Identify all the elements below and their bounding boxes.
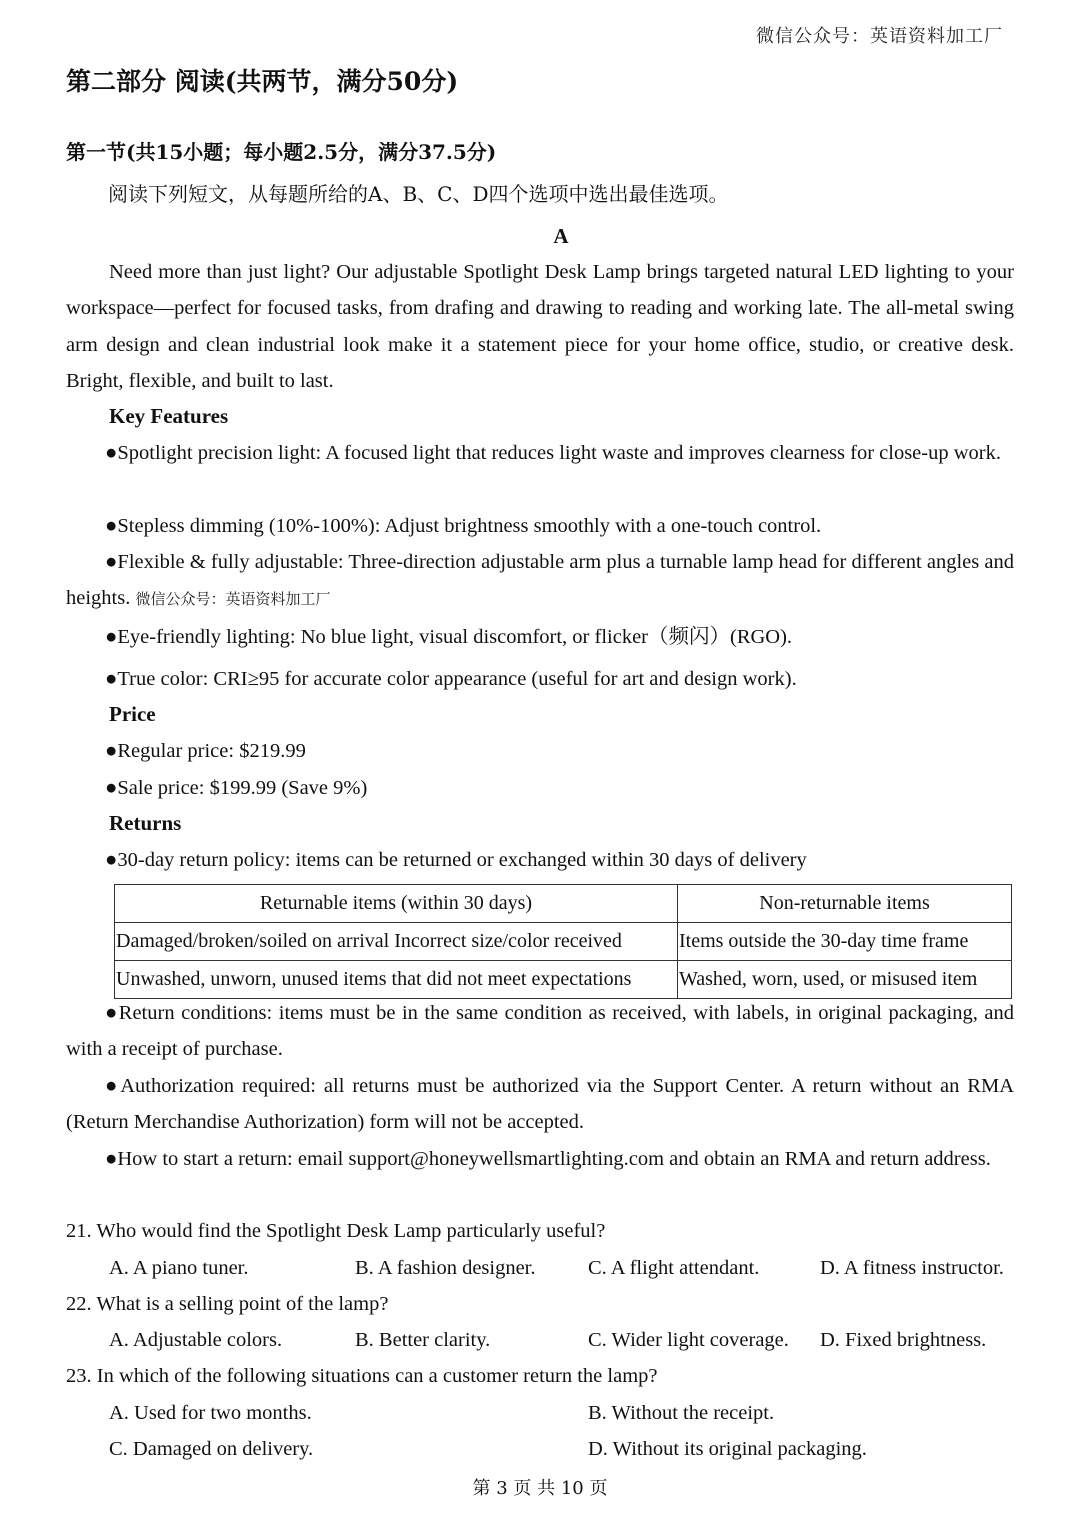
- table-header: Returnable items (within 30 days): [115, 885, 678, 923]
- feature-item: ●Flexible & fully adjustable: Three-direction adjustable arm plus a turnable lamp head for different angles and heights. 微信公众号：英语资料加工厂: [66, 551, 1014, 610]
- instruction-text: 阅读下列短文，从每题所给的A、B、C、D四个选项中选出最佳选项。: [108, 182, 729, 206]
- watermark-text: 微信公众号：英语资料加工厂: [135, 590, 331, 609]
- question-option: A. Used for two months.: [109, 1402, 312, 1424]
- feature-item: ●Eye-friendly lighting: No blue light, visual discomfort, or flicker（频闪）(RGO).: [105, 626, 793, 648]
- question-option: A. Adjustable colors.: [109, 1329, 283, 1351]
- return-policy: ●30-day return policy: items can be returned or exchanged within 30 days of delivery: [105, 849, 807, 871]
- table-cell: Unwashed, unworn, unused items that did not meet expectations: [115, 961, 678, 999]
- price-item: ●Sale price: $199.99 (Save 9%): [105, 777, 368, 799]
- feature-item: ●Stepless dimming (10%-100%): Adjust brightness smoothly with a one-touch control.: [105, 515, 822, 537]
- question-option: C. A flight attendant.: [588, 1257, 760, 1279]
- intro-paragraph: Need more than just light? Our adjustable Spotlight Desk Lamp brings targeted natural LED lighting to your workspace—perfect for focused tasks, from drafing and drawing to reading and working late. The all-metal swing arm design and clean industrial look make it a statement piece for your home office, studio, or creative desk. Bright, flexible, and built to last.: [66, 261, 1014, 393]
- question-option: A. A piano tuner.: [109, 1257, 249, 1279]
- question-option: B. A fashion designer.: [355, 1257, 536, 1279]
- table-row: [115, 923, 1012, 961]
- table-header-row: [115, 885, 1012, 923]
- table-row: [115, 961, 1012, 999]
- question-option: C. Wider light coverage.: [588, 1329, 789, 1351]
- table-cell: Damaged/broken/soiled on arrival Incorrect size/color received: [115, 923, 678, 961]
- key-features-heading: Key Features: [109, 404, 229, 428]
- page-number: 第 3 页 共 10 页: [472, 1478, 608, 1499]
- price-item: ●Regular price: $219.99: [105, 740, 306, 762]
- question-stem: 22. What is a selling point of the lamp?: [66, 1293, 389, 1315]
- feature-item: ●Spotlight precision light: A focused light that reduces light waste and improves clearness for close-up work.: [105, 442, 1001, 464]
- returns-heading: Returns: [109, 811, 182, 835]
- section-title: 第一节(共15小题；每小题2.5分，满分37.5分): [66, 140, 497, 164]
- returns-table: [114, 884, 1012, 999]
- part-title: 第二部分 阅读(共两节，满分50分): [66, 67, 459, 96]
- table-header: Non-returnable items: [678, 885, 1012, 923]
- return-item: ●How to start a return: email support@honeywellsmartlighting.com and obtain an RMA and return address.: [105, 1148, 991, 1170]
- question-option: B. Better clarity.: [355, 1329, 491, 1351]
- question-option: C. Damaged on delivery.: [109, 1438, 314, 1460]
- watermark-text: 微信公众号：英语资料加工厂: [756, 26, 1003, 46]
- question-stem: 21. Who would find the Spotlight Desk Lamp particularly useful?: [66, 1220, 606, 1242]
- feature-item: ●True color: CRI≥95 for accurate color appearance (useful for art and design work).: [105, 668, 797, 690]
- question-option: D. A fitness instructor.: [820, 1257, 1004, 1279]
- question-stem: 23. In which of the following situations can a customer return the lamp?: [66, 1365, 658, 1387]
- passage-label: A: [553, 224, 569, 248]
- question-option: D. Fixed brightness.: [820, 1329, 987, 1351]
- table-cell: Washed, worn, used, or misused item: [678, 961, 1012, 999]
- table-cell: Items outside the 30-day time frame: [678, 923, 1012, 961]
- question-option: D. Without its original packaging.: [588, 1438, 867, 1460]
- return-item: ●Authorization required: all returns must be authorized via the Support Center. A return without an RMA (Return Merchandise Authorization) form will not be accepted.: [66, 1075, 1014, 1134]
- return-item: ●Return conditions: items must be in the same condition as received, with labels, in original packaging, and with a receipt of purchase.: [66, 1002, 1014, 1061]
- question-option: B. Without the receipt.: [588, 1402, 775, 1424]
- price-heading: Price: [109, 702, 156, 726]
